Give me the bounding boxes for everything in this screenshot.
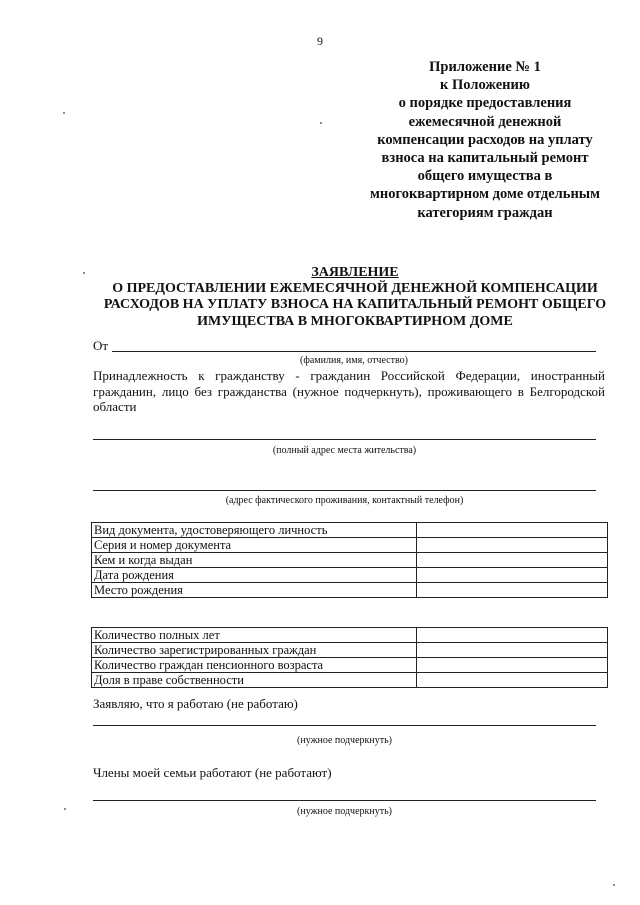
identity-row-label: Серия и номер документа bbox=[92, 538, 417, 553]
actual-address-caption: (адрес фактического проживания, контактный телефон) bbox=[225, 495, 464, 506]
household-table bbox=[91, 627, 608, 688]
table-row bbox=[92, 628, 608, 643]
identity-row-label: Место рождения bbox=[92, 583, 417, 598]
household-row-value[interactable] bbox=[417, 643, 608, 658]
appendix-line: ежемесячной денежной bbox=[408, 113, 562, 130]
identity-row-value[interactable] bbox=[417, 583, 608, 598]
identity-row-label: Дата рождения bbox=[92, 568, 417, 583]
identity-row-value[interactable] bbox=[417, 523, 608, 538]
scan-speck bbox=[64, 808, 66, 810]
appendix-line: общего имущества в bbox=[417, 168, 553, 185]
appendix-line: к Положению bbox=[440, 77, 530, 94]
identity-row-value[interactable] bbox=[417, 553, 608, 568]
household-row-value[interactable] bbox=[417, 673, 608, 688]
appendix-line: взноса на капитальный ремонт bbox=[381, 150, 589, 167]
table-row bbox=[92, 643, 608, 658]
table-row bbox=[92, 553, 608, 568]
identity-row-label: Вид документа, удостоверяющего личность bbox=[92, 523, 417, 538]
name-field-line[interactable] bbox=[112, 351, 596, 352]
actual-address-field-line[interactable] bbox=[93, 490, 596, 491]
title-heading: ЗАЯВЛЕНИЕ bbox=[311, 265, 399, 280]
document-title bbox=[95, 265, 615, 330]
appendix-line: многоквартирном доме отдельным bbox=[370, 186, 600, 203]
table-row bbox=[92, 658, 608, 673]
scan-speck bbox=[320, 122, 322, 124]
table-row bbox=[92, 523, 608, 538]
household-row-label: Доля в праве собственности bbox=[92, 673, 417, 688]
employment-field-line[interactable] bbox=[93, 725, 596, 726]
table-row bbox=[92, 538, 608, 553]
employment-caption: (нужное подчеркнуть) bbox=[297, 735, 392, 746]
scan-speck bbox=[83, 272, 85, 274]
household-row-label: Количество граждан пенсионного возраста bbox=[92, 658, 417, 673]
appendix-line: компенсации расходов на уплату bbox=[377, 131, 593, 148]
family-employment-field-line[interactable] bbox=[93, 800, 596, 801]
appendix-line: о порядке предоставления bbox=[398, 95, 572, 112]
table-row bbox=[92, 568, 608, 583]
identity-row-value[interactable] bbox=[417, 568, 608, 583]
household-row-value[interactable] bbox=[417, 628, 608, 643]
title-line: РАСХОДОВ НА УПЛАТУ ВЗНОСА НА КАПИТАЛЬНЫЙ РЕМОНТ ОБЩЕГО bbox=[103, 297, 607, 313]
employment-statement: Заявляю, что я работаю (не работаю) bbox=[93, 696, 298, 711]
family-employment-statement: Члены моей семьи работают (не работают) bbox=[93, 765, 332, 780]
citizenship-text: Принадлежность к гражданству - гражданин Российской Федерации, иностранный гражданин, лицо без гражданства (нужное подчеркнуть), проживающего в Белгородской области bbox=[93, 368, 605, 415]
from-label: От bbox=[93, 338, 109, 353]
appendix-header bbox=[340, 58, 630, 222]
page-number: 9 bbox=[317, 34, 323, 48]
appendix-line: категориям граждан bbox=[417, 204, 553, 221]
address-caption: (полный адрес места жительства) bbox=[272, 445, 417, 456]
identity-row-value[interactable] bbox=[417, 538, 608, 553]
title-line: О ПРЕДОСТАВЛЕНИИ ЕЖЕМЕСЯЧНОЙ ДЕНЕЖНОЙ КОМПЕНСАЦИИ bbox=[112, 281, 598, 297]
household-row-value[interactable] bbox=[417, 658, 608, 673]
title-line: ИМУЩЕСТВА В МНОГОКВАРТИРНОМ ДОМЕ bbox=[197, 313, 513, 329]
table-row bbox=[92, 583, 608, 598]
name-caption: (фамилия, имя, отчество) bbox=[300, 355, 408, 366]
household-row-label: Количество зарегистрированных граждан bbox=[92, 643, 417, 658]
scan-speck bbox=[613, 884, 615, 886]
table-row bbox=[92, 673, 608, 688]
family-employment-caption: (нужное подчеркнуть) bbox=[297, 806, 392, 817]
appendix-line: Приложение № 1 bbox=[429, 59, 541, 75]
address-field-line[interactable] bbox=[93, 439, 596, 440]
identity-row-label: Кем и когда выдан bbox=[92, 553, 417, 568]
identity-table bbox=[91, 522, 608, 598]
household-row-label: Количество полных лет bbox=[92, 628, 417, 643]
scan-speck bbox=[63, 112, 65, 114]
